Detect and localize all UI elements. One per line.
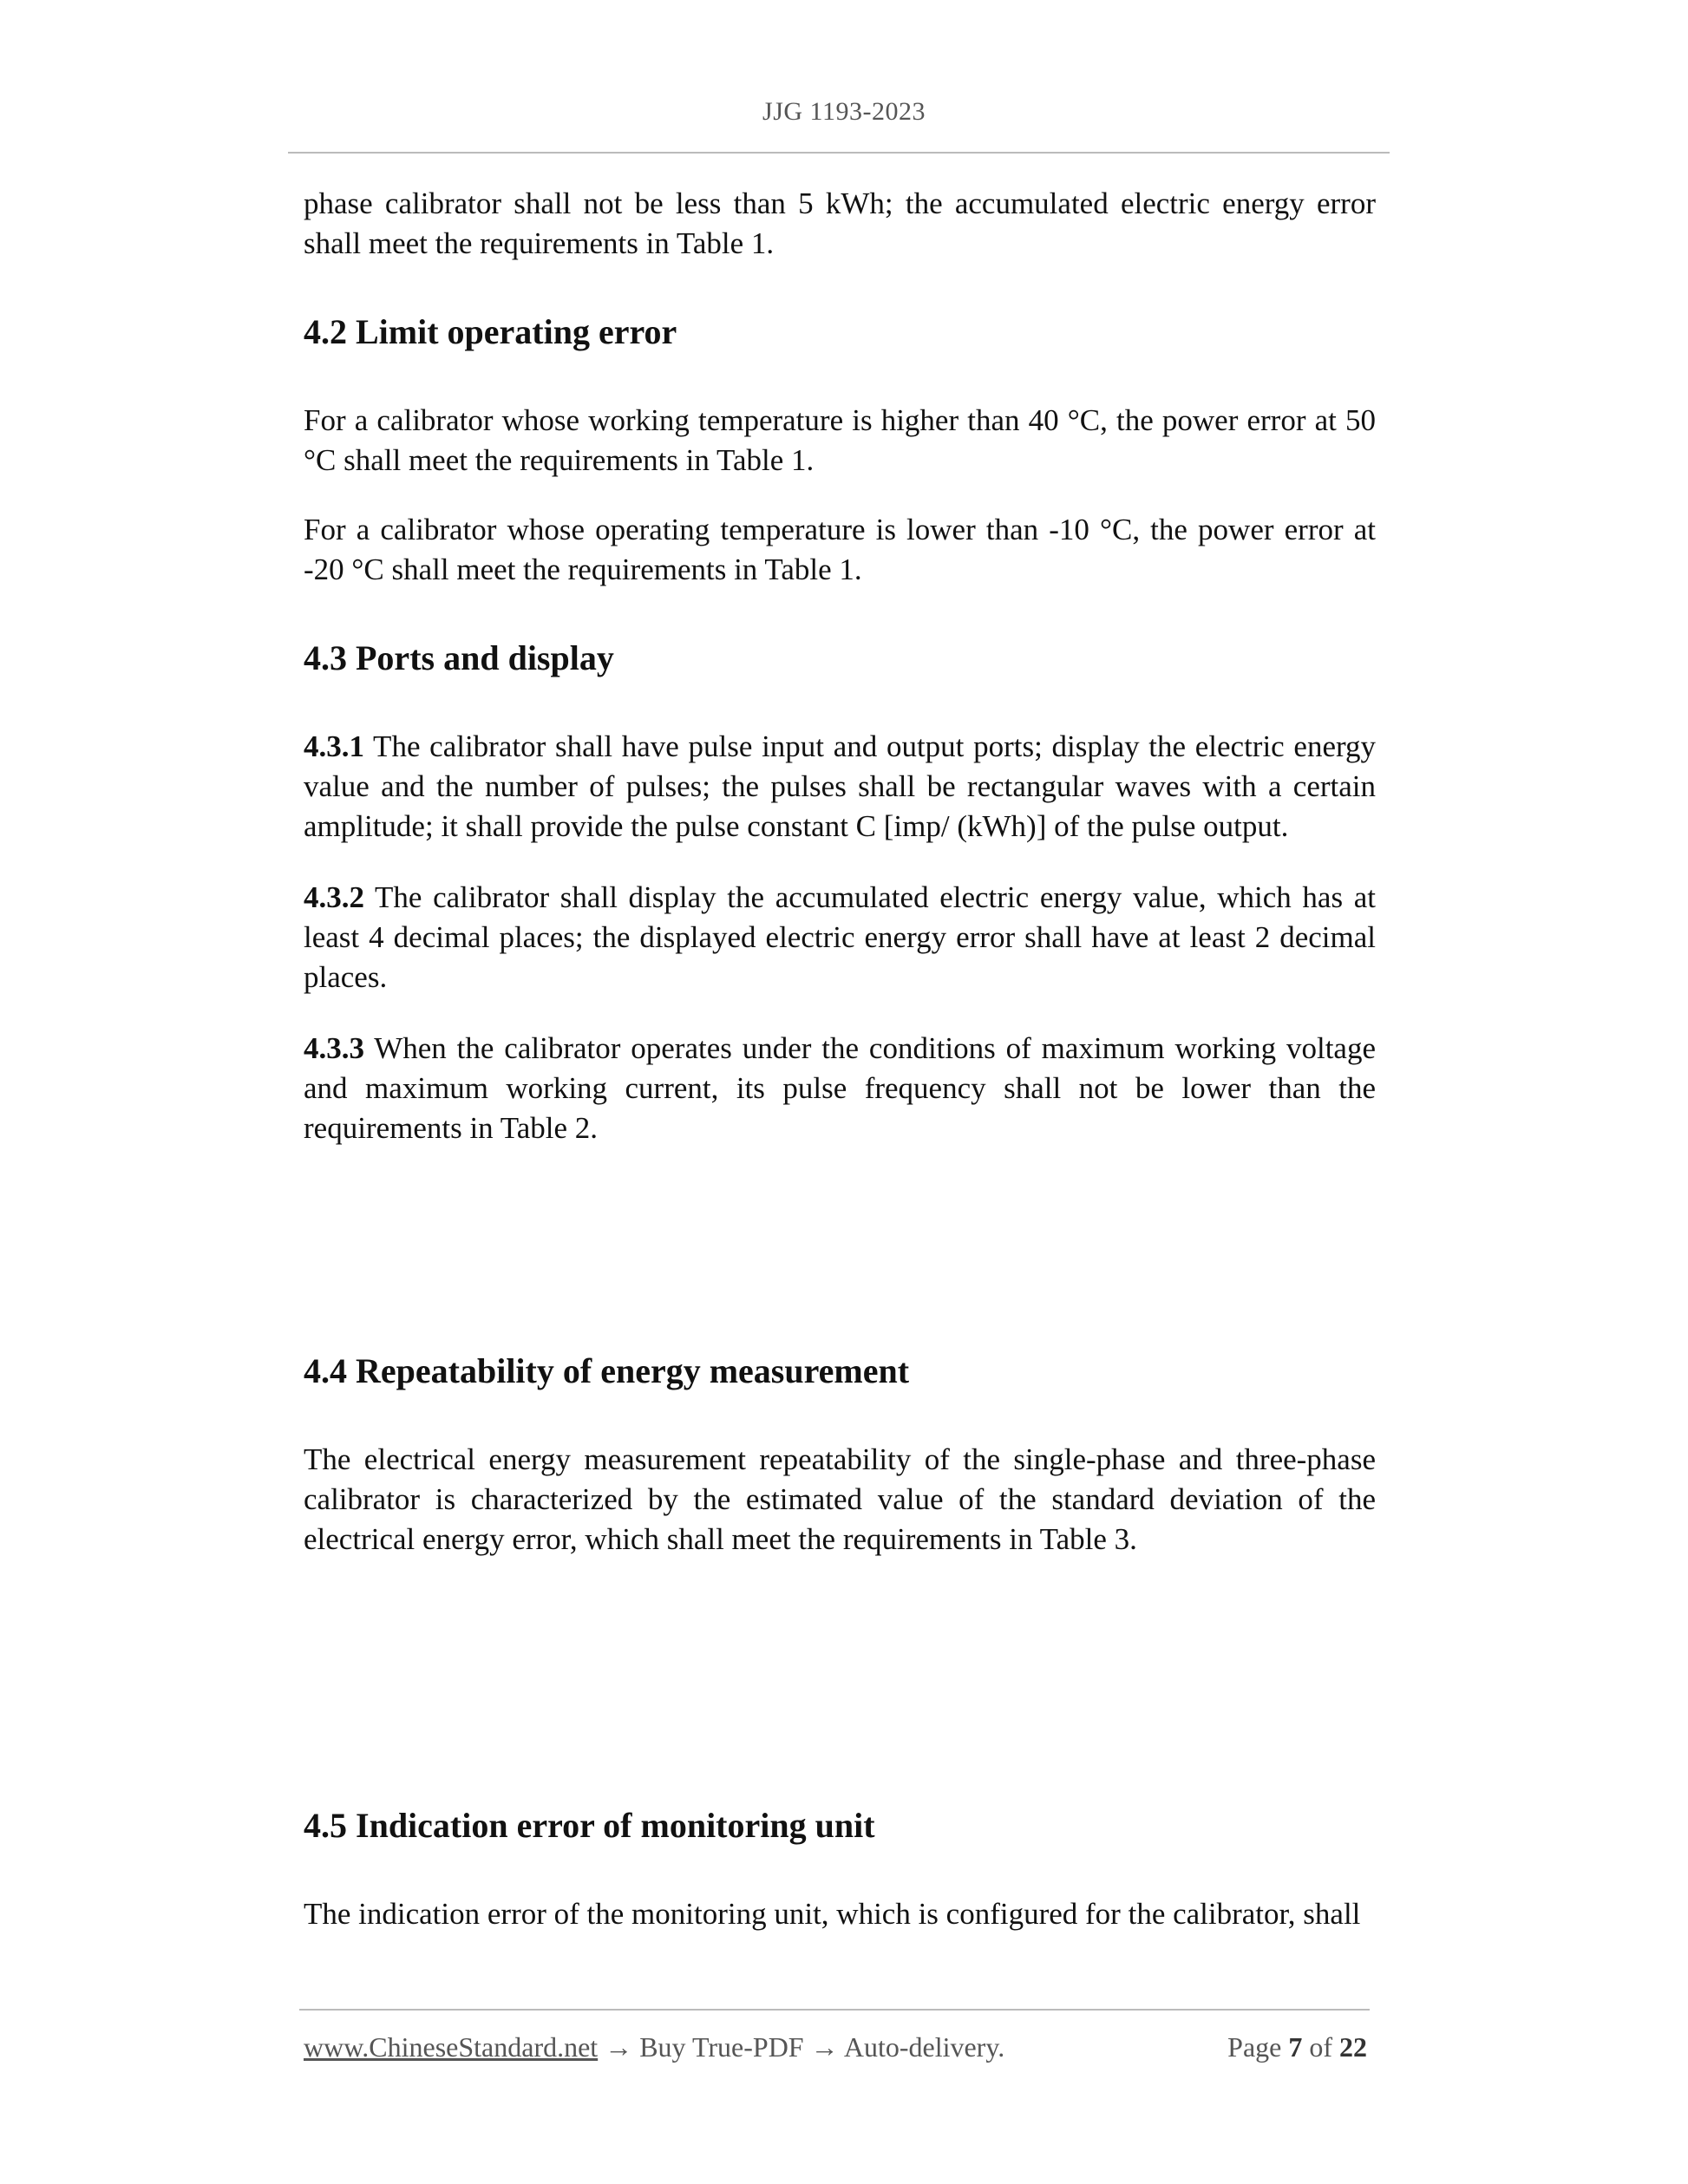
section-4-4-paragraph: The electrical energy measurement repeatability of the single-phase and three-phase calibrator is characterized by the estimated value of the standard deviation of the electrical energy error, which shall meet the requirements in Table 3. xyxy=(304,1442,1376,1556)
footer-divider xyxy=(299,2009,1370,2011)
website-link[interactable]: www.ChineseStandard.net xyxy=(304,2031,599,2063)
section-4-5-paragraph: The indication error of the monitoring unit, which is configured for the calibrator, shall xyxy=(304,1897,1361,1931)
arrow-right-icon: → xyxy=(605,2031,633,2063)
page-indicator xyxy=(1227,2028,1367,2066)
page-label: Page xyxy=(1227,2031,1282,2063)
footer-promo xyxy=(304,2028,1004,2066)
section-4-2-paragraph-2: For a calibrator whose operating temperature is lower than -10 °C, the power error at -20 °C shall meet the requirements in Table 1. xyxy=(304,513,1376,586)
clause-4-3-2 xyxy=(304,878,1376,997)
auto-delivery-text: Auto-delivery. xyxy=(843,2031,1005,2063)
section-4-5-heading: 4.5 Indication error of monitoring unit xyxy=(304,1806,875,1845)
of-label: of xyxy=(1309,2031,1332,2063)
clause-4-3-1 xyxy=(304,727,1376,847)
current-page-number: 7 xyxy=(1288,2031,1303,2063)
header-divider xyxy=(288,152,1390,154)
clause-number: 4.3.1 xyxy=(304,729,364,763)
section-4-2-heading: 4.2 Limit operating error xyxy=(304,312,677,351)
section-4-4-heading: 4.4 Repeatability of energy measurement xyxy=(304,1351,910,1390)
total-pages: 22 xyxy=(1339,2031,1367,2063)
clause-text: When the calibrator operates under the conditions of maximum working voltage and maximum working current, its pulse frequency shall not be lower than the requirements in Table 2. xyxy=(304,1031,1376,1145)
clause-number: 4.3.2 xyxy=(304,880,364,914)
arrow-right-icon: → xyxy=(810,2031,839,2063)
buy-pdf-text: Buy True-PDF xyxy=(639,2031,804,2063)
clause-4-3-3 xyxy=(304,1029,1376,1148)
clause-number: 4.3.3 xyxy=(304,1031,364,1065)
document-code-header: JJG 1193-2023 xyxy=(762,97,926,126)
page-content xyxy=(304,184,1376,1934)
clause-text: The calibrator shall display the accumulated electric energy value, which has at least 4 decimal places; the displayed electric energy error shall have at least 2 decimal places. xyxy=(304,880,1376,994)
section-4-2-paragraph-1: For a calibrator whose working temperature is higher than 40 °C, the power error at 50 °C shall meet the requirements in Table 1. xyxy=(304,403,1376,477)
section-4-3-heading: 4.3 Ports and display xyxy=(304,638,614,677)
clause-text: The calibrator shall have pulse input and output ports; display the electric energy value and the number of pulses; the pulses shall be rectangular waves with a certain amplitude; it shall provide the pulse constant C [imp/ (kWh)] of the pulse output. xyxy=(304,729,1376,843)
intro-paragraph: phase calibrator shall not be less than 5 kWh; the accumulated electric energy error shall meet the requirements in Table 1. xyxy=(304,186,1376,260)
